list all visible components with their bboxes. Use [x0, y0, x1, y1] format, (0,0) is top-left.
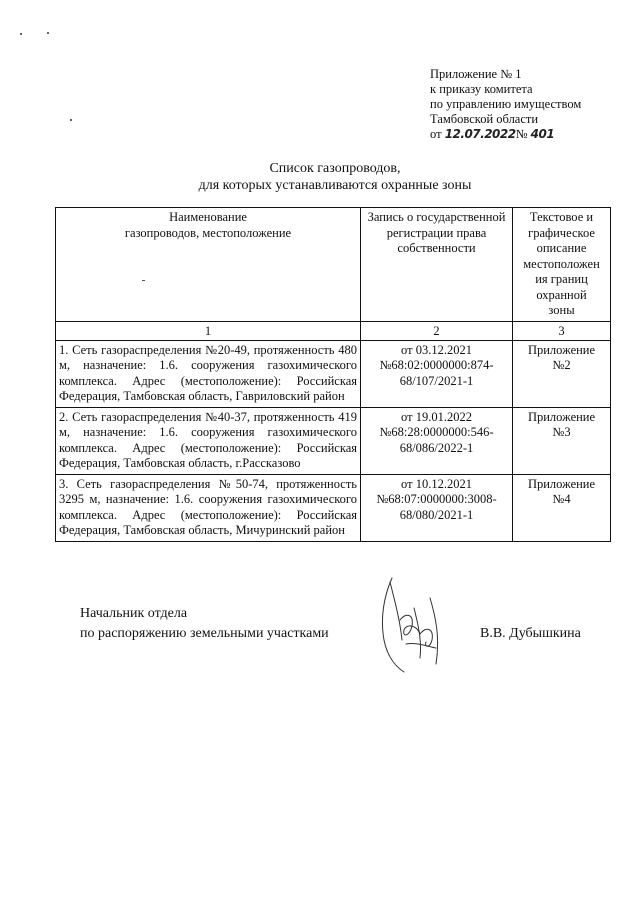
header-text: Текстовое и	[529, 210, 594, 224]
header-text: зоны	[548, 303, 575, 317]
appendix-line: Тамбовской области	[430, 112, 539, 126]
appendix-ref-label: Приложение	[527, 409, 596, 424]
column-number: 2	[361, 321, 513, 340]
appendix-ref-number: №2	[552, 358, 571, 372]
scan-speck	[70, 119, 72, 121]
appendix-ref-label: Приложение	[527, 476, 596, 491]
appendix-line: к приказу комитета	[430, 82, 533, 96]
pipeline-name-cell: 2. Сеть газораспределения №40-37, протяженность 419 м, назначение: 1.6. сооружения газохимического комплекса. Адрес (местоположение): Российская Федерация, Тамбовская область, г.Рассказово	[56, 407, 361, 474]
title-line-1: Список газопроводов,	[269, 161, 401, 176]
column-number: 1	[56, 321, 361, 340]
header-text: регистрации права	[386, 225, 487, 240]
header-text: охранной	[536, 287, 587, 302]
document-title	[120, 160, 550, 194]
registration-date: от 10.12.2021	[401, 476, 472, 491]
handwritten-signature	[370, 568, 450, 678]
handwritten-number: 401	[530, 127, 555, 141]
appendix-line: Приложение № 1	[430, 67, 522, 81]
number-sign: №	[515, 127, 528, 141]
registration-cell	[361, 407, 513, 474]
position-line-1: Начальник отдела	[80, 606, 188, 621]
header-text: Запись о государственной	[367, 210, 506, 224]
registration-number: №68:28:0000000:546-68/086/2022-1	[379, 425, 494, 455]
appendix-ref-number: №3	[552, 425, 571, 439]
header-text: местоположен	[523, 256, 600, 271]
appendix-ref-cell	[513, 340, 611, 407]
header-cell-registration	[361, 208, 513, 322]
header-text: газопроводов, местоположение	[124, 225, 292, 240]
appendix-ref-number: №4	[552, 492, 571, 506]
scan-speck	[20, 33, 22, 35]
table-row	[56, 340, 611, 407]
signer-name: В.В. Дубышкина	[480, 626, 581, 641]
appendix-line: по управлению имуществом	[430, 97, 582, 111]
registration-cell	[361, 340, 513, 407]
appendix-ref-cell	[513, 474, 611, 541]
registration-date: от 19.01.2022	[401, 409, 472, 424]
appendix-date-line	[430, 127, 630, 142]
table-row	[56, 474, 611, 541]
column-number-row	[56, 321, 611, 340]
gas-pipelines-table	[55, 207, 611, 542]
signer-position	[80, 604, 329, 644]
registration-cell	[361, 474, 513, 541]
registration-number: №68:07:0000000:3008-68/080/2021-1	[376, 492, 497, 522]
header-text: графическое	[528, 225, 595, 240]
header-text: описание	[536, 241, 587, 255]
date-prefix: от	[430, 127, 442, 141]
position-line-2: по распоряжению земельными участками	[80, 626, 329, 641]
pipeline-name-cell: 1. Сеть газораспределения №20-49, протяженность 480 м, назначение: 1.6. сооружения газохимического комплекса. Адрес (местоположение): Российская Федерация, Тамбовская область, Гавриловский район	[56, 340, 361, 407]
appendix-ref-label: Приложение	[527, 342, 596, 357]
header-text: собственности	[397, 241, 476, 255]
pipeline-name-cell: 3. Сеть газораспределения №50-74, протяженность 3295 м, назначение: 1.6. сооружения газохимического комплекса. Адрес (местоположение): Российская Федерация, Тамбовская область, Мичуринский район	[56, 474, 361, 541]
header-text: ия границ	[535, 272, 588, 286]
table-header-row	[56, 208, 611, 322]
scan-speck	[47, 32, 49, 34]
header-text: Наименование	[169, 210, 247, 224]
header-cell-description	[513, 208, 611, 322]
scan-mark	[142, 280, 145, 281]
appendix-header	[430, 67, 630, 142]
header-cell-name	[56, 208, 361, 322]
column-number: 3	[513, 321, 611, 340]
title-line-2: для которых устанавливаются охранные зоны	[198, 178, 472, 193]
handwritten-date: 12.07.2022	[444, 127, 516, 141]
registration-date: от 03.12.2021	[401, 342, 472, 357]
registration-number: №68:02:0000000:874-68/107/2021-1	[379, 358, 494, 388]
appendix-ref-cell	[513, 407, 611, 474]
table-row	[56, 407, 611, 474]
